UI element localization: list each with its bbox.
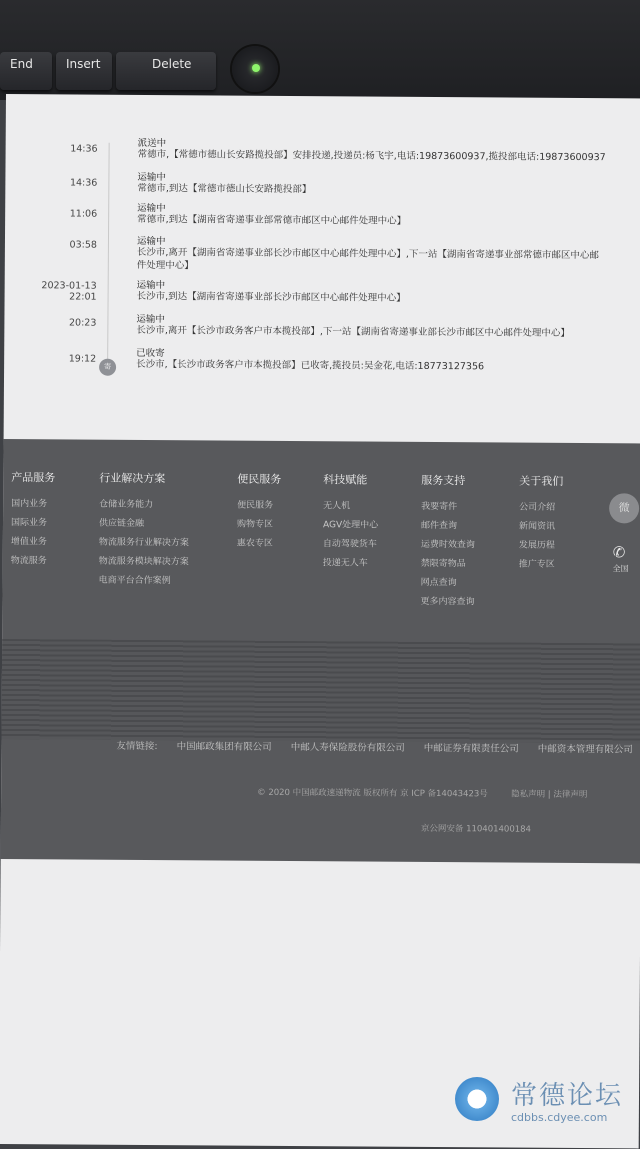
phone-icon: ✆: [612, 543, 626, 562]
wechat-icon[interactable]: 微: [609, 493, 639, 523]
timeline-time: 22:01: [69, 291, 97, 303]
footer-column-title: 产品服务: [11, 471, 56, 485]
footer-link[interactable]: 自动驾驶货车: [322, 539, 377, 550]
timeline-status: 已收寄: [136, 347, 165, 360]
timeline-item: [5, 276, 640, 304]
timeline-detail: 常德市,【常德市德山长安路揽投部】安排投递,投递员:杨飞宇,电话:19873600937,揽投部电话:19873600937: [137, 148, 606, 164]
footer-link[interactable]: 物流服务模块解决方案: [98, 556, 189, 568]
footer-link[interactable]: 我要寄件: [421, 501, 458, 513]
timeline-item: [5, 199, 640, 227]
footer-link[interactable]: 供应链金融: [98, 518, 145, 529]
footer-column-technology: [323, 471, 379, 573]
friend-link[interactable]: 中国邮政集团有限公司: [176, 741, 272, 753]
power-led-icon: [252, 64, 260, 72]
power-button: [232, 46, 278, 92]
footer-link[interactable]: 国内业务: [11, 499, 48, 510]
watermark: [455, 1075, 640, 1135]
print-banding: [1, 639, 640, 743]
footer-link[interactable]: 运费时效查询: [420, 539, 475, 551]
footer-link[interactable]: 增值业务: [10, 537, 47, 548]
timeline-time: 14:36: [69, 177, 98, 189]
phone-label: 全国: [612, 564, 629, 574]
timeline-detail: 长沙市,离开【长沙市政务客户市本揽投部】,下一站【湖南省寄递事业部长沙市邮区中心邮件处理中心】: [136, 324, 570, 339]
watermark-title: 常德论坛: [511, 1081, 624, 1111]
timeline-status: 派送中: [137, 137, 167, 150]
timeline-item: [5, 168, 640, 196]
footer-column-title: 科技赋能: [323, 473, 368, 487]
timeline-time: 20:23: [68, 317, 97, 329]
footer-link[interactable]: 更多内容查询: [420, 596, 475, 608]
watermark-url: cdbbs.cdyee.com: [511, 1111, 608, 1124]
beian-text: 京公网安备 110401400184: [420, 823, 532, 835]
timeline-time: 19:12: [68, 353, 97, 365]
footer-column-products: [11, 469, 56, 571]
footer-link[interactable]: 禁限寄物品: [420, 558, 466, 570]
timeline-detail: 常德市,到达【湖南省寄递事业部常德市邮区中心邮件处理中心】: [137, 213, 407, 227]
timeline-status: 运输中: [137, 171, 166, 184]
timeline-date: 2023-01-13: [41, 280, 97, 292]
delete-key: Delete: [116, 52, 216, 90]
timeline-item: [6, 134, 640, 164]
timeline-status: 运输中: [136, 279, 166, 292]
footer-link[interactable]: 国际业务: [10, 518, 48, 529]
legal-links[interactable]: 隐私声明 | 法律声明: [511, 789, 588, 801]
timeline-time: 14:36: [70, 143, 98, 155]
friend-link[interactable]: 中邮人寿保险股份有限公司: [290, 742, 405, 754]
end-key: End: [0, 52, 52, 90]
footer-column-title: 关于我们: [519, 474, 564, 488]
footer-link[interactable]: 物流服务行业解决方案: [98, 537, 189, 549]
friend-links: [116, 738, 640, 756]
footer-link[interactable]: 投递无人车: [322, 558, 368, 569]
friend-link[interactable]: 中邮证券有限责任公司: [423, 742, 519, 755]
timeline-status: 运输中: [136, 313, 165, 326]
site-footer: [1, 439, 640, 863]
timeline-time: 03:58: [69, 239, 97, 251]
footer-link[interactable]: AGV处理中心: [322, 520, 379, 531]
timeline-detail: 长沙市,离开【湖南省寄递事业部长沙市邮区中心邮件处理中心】,下一站【湖南省寄递事业部常德市邮区中心邮件处理中心】: [136, 246, 599, 272]
timeline-status: 运输中: [137, 202, 166, 215]
footer-column-title: 行业解决方案: [99, 471, 166, 486]
timeline-detail: 长沙市,【长沙市政务客户市本揽投部】已收寄,揽投员:吴金花,电话:18773127356: [136, 358, 485, 373]
timeline-time: 11:06: [69, 208, 98, 220]
timeline-item: [5, 232, 640, 272]
footer-link[interactable]: 公司介绍: [519, 502, 556, 513]
timeline-line: [107, 143, 110, 365]
footer-link[interactable]: 无人机: [323, 501, 351, 512]
footer-column-about: [519, 473, 564, 575]
timeline-detail: 常德市,到达【常德市德山长安路揽投部】: [137, 182, 312, 196]
timeline-item: [4, 310, 640, 339]
footer-link[interactable]: 购物专区: [236, 519, 274, 530]
footer-link[interactable]: 电商平台合作案例: [98, 575, 171, 587]
footer-link[interactable]: 推广专区: [518, 559, 555, 570]
footer-link[interactable]: 新闻资讯: [518, 521, 556, 532]
footer-link[interactable]: 惠农专区: [236, 538, 273, 549]
timeline-item: [4, 344, 640, 373]
footer-link[interactable]: 邮件查询: [420, 520, 458, 532]
footer-link[interactable]: 物流服务: [10, 556, 47, 567]
footer-link[interactable]: 仓储业务能力: [99, 499, 154, 511]
footer-link[interactable]: 网点查询: [420, 577, 457, 589]
footer-column-solutions: [99, 470, 190, 592]
insert-key: Insert: [56, 52, 112, 90]
footer-link[interactable]: 便民服务: [237, 500, 274, 511]
footer-column-title: 便民服务: [237, 472, 282, 486]
timeline-status: 运输中: [136, 235, 166, 248]
friend-link[interactable]: 中邮资本管理有限公司: [537, 743, 633, 756]
footer-column-title: 服务支持: [421, 473, 466, 488]
footer-column-support: [420, 472, 475, 612]
tracking-timeline: [6, 134, 640, 373]
timeline-detail: 长沙市,到达【湖南省寄递事业部长沙市邮区中心邮件处理中心】: [136, 290, 406, 304]
copyright-text: © 2020 中国邮政速递物流 版权所有 京 ICP 备14043423号: [257, 787, 488, 800]
footer-column-convenience: [237, 471, 282, 554]
keyboard: [0, 0, 640, 100]
footer-link[interactable]: 发展历程: [518, 540, 555, 551]
friend-links-label: 友情链接:: [116, 740, 158, 753]
posted-dot-icon: 寄: [99, 359, 116, 376]
printed-page: [0, 94, 640, 1148]
forum-logo-icon: [455, 1077, 499, 1121]
